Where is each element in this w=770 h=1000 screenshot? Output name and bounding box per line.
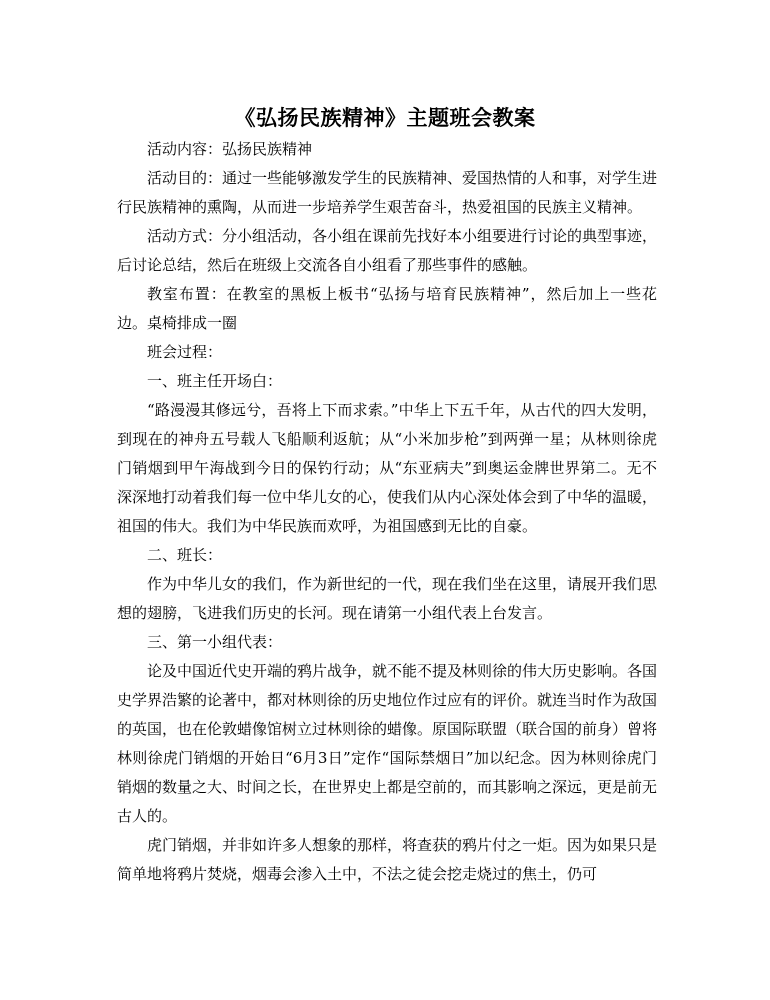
paragraph-activity-method: 活动方式：分小组活动，各小组在课前先找好本小组要进行讨论的典型事迹，后讨论总结，然后在班级上交流各自小组看了那些事件的感触。 [117, 227, 658, 274]
paragraph-meeting-process: 班会过程： [147, 343, 223, 361]
paragraph-teacher-opening: “路漫漫其修远兮，吾将上下而求索。”中华上下五千年，从古代的四大发明，到现在的神舟五号载人飞船顺利返航；从“小米加步枪”到两弹一星；从林则徐虎门销烟到甲午海战到今日的保钓行动；从“东亚病夫”到奥运金牌世界第二。无不深深地打动着我们每一位中华儿女的心，使我们从内心深处体会到了中华的温暖，祖国的伟大。我们为中华民族而欢呼，为祖国感到无比的自豪。 [117, 401, 658, 535]
paragraph-activity-purpose: 活动目的：通过一些能够激发学生的民族精神、爱国热情的人和事，对学生进行民族精神的熏陶，从而进一步培养学生艰苦奋斗，热爱祖国的民族主义精神。 [117, 169, 658, 216]
document-title: 《弘扬民族精神》主题班会教案 [234, 105, 536, 130]
paragraph-group-one-speech: 论及中国近代史开端的鸦片战争，就不能不提及林则徐的伟大历史影响。各国史学界浩繁的论著中，都对林则徐的历史地位作过应有的评价。就连当时作为敌国的英国，也在伦敦蜡像馆树立过林则徐的蜡像。原国际联盟（联合国的前身）曾将林则徐虎门销烟的开始日“6月3日”定作“国际禁烟日”加以纪念。因为林则徐虎门销烟的数量之大、时间之长，在世界史上都是空前的，而其影响之深远，更是前无古人的。 [117, 662, 658, 825]
section-heading-group-one: 三、第一小组代表： [147, 633, 283, 651]
section-heading-teacher-opening: 一、班主任开场白： [147, 372, 283, 390]
paragraph-activity-content: 活动内容：弘扬民族精神 [147, 140, 313, 158]
section-heading-monitor: 二、班长： [147, 546, 223, 564]
document-body [117, 135, 657, 889]
paragraph-classroom-setup: 教室布置：在教室的黑板上板书“弘扬与培育民族精神”，然后加上一些花边。桌椅排成一圈 [117, 285, 657, 332]
paragraph-monitor-speech: 作为中华儿女的我们，作为新世纪的一代，现在我们坐在这里，请展开我们思想的翅膀，飞进我们历史的长河。现在请第一小组代表上台发言。 [117, 575, 658, 622]
paragraph-humen-destruction: 虎门销烟，并非如许多人想象的那样，将查获的鸦片付之一炬。因为如果只是简单地将鸦片焚烧，烟毒会渗入土中，不法之徒会挖走烧过的焦土，仍可 [117, 836, 658, 883]
